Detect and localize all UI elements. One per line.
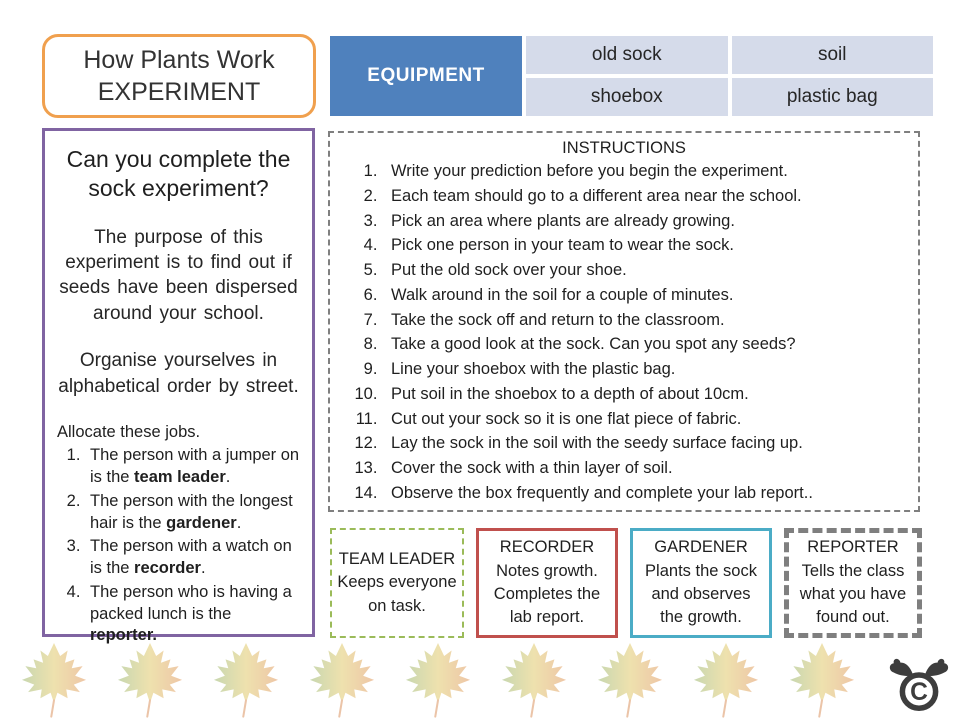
title-box — [42, 34, 316, 118]
instruction-step: 14. Observe the box frequently and complete your lab report.. — [382, 481, 906, 506]
role-card-description: Keeps everyone on task. — [337, 573, 457, 615]
instruction-step: 7. Take the sock off and return to the classroom. — [382, 308, 906, 333]
instruction-step: 10. Put soil in the shoebox to a depth of about 10cm. — [382, 382, 906, 407]
challenge-purpose: The purpose of this experiment is to find out if seeds have been dispersed around your school. — [59, 226, 298, 324]
equipment-cell-old-sock: old sock — [526, 36, 728, 74]
maple-leaf-icon — [399, 643, 477, 718]
role-card-description: Notes growth. Completes the lab report. — [493, 561, 601, 627]
maple-leaf-icon — [303, 643, 381, 718]
maple-leaf-icon — [687, 643, 765, 718]
instructions-list — [342, 159, 906, 506]
challenge-organise: Organise yourselves in alphabetical order by street. — [58, 350, 299, 397]
job-item: 3. The person with a watch on is the recorder. — [85, 536, 300, 580]
moose-copyright-logo-icon — [888, 651, 950, 715]
jobs-list — [57, 445, 300, 647]
role-card-title: GARDENER — [654, 538, 748, 557]
instruction-step: 5. Put the old sock over your shoe. — [382, 258, 906, 283]
instruction-step: 3. Pick an area where plants are already growing. — [382, 209, 906, 234]
equipment-cell-soil: soil — [732, 36, 934, 74]
instructions-heading: INSTRUCTIONS — [562, 139, 686, 157]
job-item: 2. The person with the longest hair is the gardener. — [85, 491, 300, 535]
maple-leaf-icon — [591, 643, 669, 718]
role-card-title: REPORTER — [807, 538, 899, 557]
role-card-description: Plants the sock and observes the growth. — [645, 561, 757, 627]
copyright-letter: C — [910, 679, 928, 707]
role-card-recorder — [476, 528, 618, 638]
instruction-step: 13. Cover the sock with a thin layer of soil. — [382, 456, 906, 481]
job-item: 4. The person who is having a packed lunch is the reporter. — [85, 582, 300, 647]
equipment-table — [330, 36, 933, 116]
role-card-description: Tells the class what you have found out. — [799, 561, 907, 627]
instruction-step: 1. Write your prediction before you begin the experiment. — [382, 159, 906, 184]
title-line-1: How Plants Work — [83, 45, 275, 74]
role-card-reporter — [784, 528, 922, 638]
equipment-cell-plastic-bag: plastic bag — [732, 78, 934, 116]
job-item: 1. The person with a jumper on is the team leader. — [85, 445, 300, 489]
instruction-step: 4. Pick one person in your team to wear the sock. — [382, 233, 906, 258]
role-card-team-leader — [330, 528, 464, 638]
role-card-gardener — [630, 528, 772, 638]
instruction-step: 9. Line your shoebox with the plastic bag. — [382, 357, 906, 382]
equipment-header-cell: EQUIPMENT — [330, 36, 522, 116]
title-line-2: EXPERIMENT — [97, 78, 261, 106]
instruction-step: 8. Take a good look at the sock. Can you spot any seeds? — [382, 332, 906, 357]
role-card-title: RECORDER — [499, 538, 595, 557]
maple-leaf-icon — [207, 643, 285, 718]
instruction-step: 6. Walk around in the soil for a couple of minutes. — [382, 283, 906, 308]
equipment-cell-shoebox: shoebox — [526, 78, 728, 116]
instruction-step: 12. Lay the sock in the soil with the seedy surface facing up. — [382, 431, 906, 456]
instructions-panel — [328, 131, 920, 512]
maple-leaf-icon — [783, 643, 861, 718]
challenge-heading: Can you complete the sock experiment? — [66, 146, 291, 201]
maple-leaf-icon — [15, 643, 93, 718]
instruction-step: 2. Each team should go to a different area near the school. — [382, 184, 906, 209]
maple-leaf-icon — [495, 643, 573, 718]
role-card-title: TEAM LEADER — [338, 549, 456, 568]
instruction-step: 11. Cut out your sock so it is one flat piece of fabric. — [382, 407, 906, 432]
maple-leaf-icon — [111, 643, 189, 718]
leaf-strip — [0, 642, 880, 718]
allocate-intro: Allocate these jobs. — [57, 423, 201, 442]
challenge-panel — [42, 128, 315, 645]
